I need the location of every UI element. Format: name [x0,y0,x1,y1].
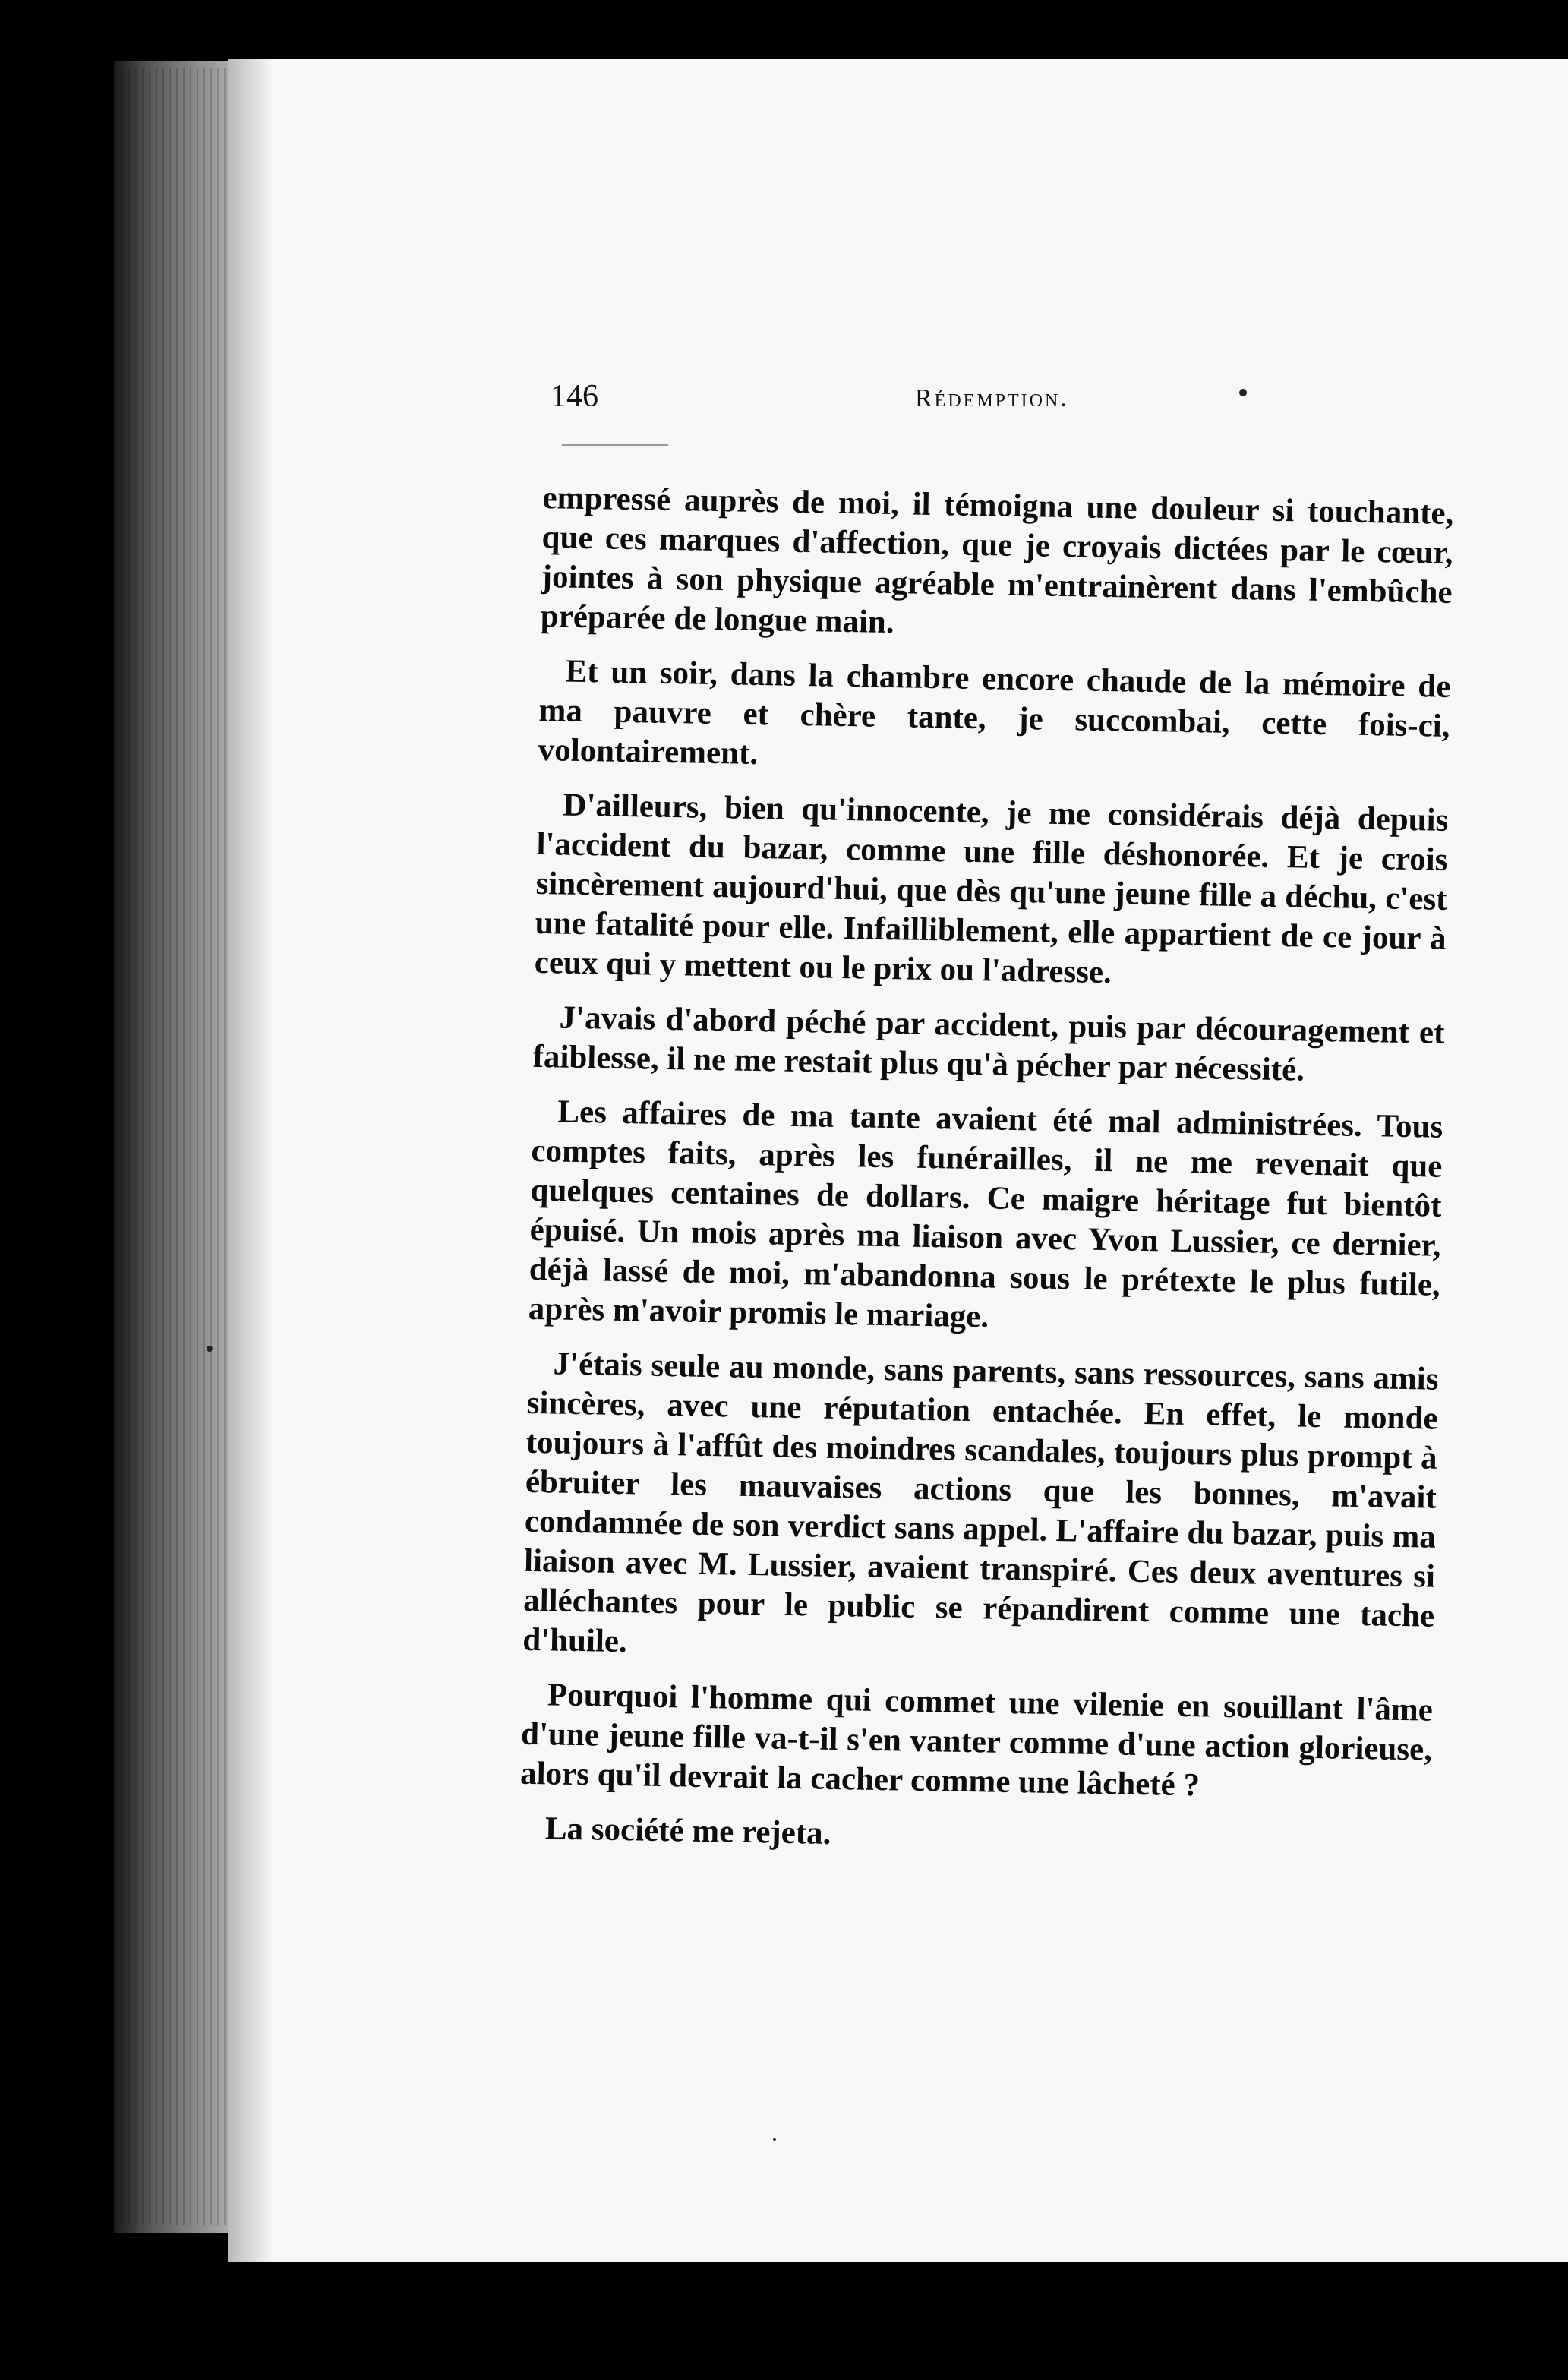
header-rule [562,444,668,446]
paragraph-2: Et un soir, dans la chambre encore chaude de la mémoire de ma pauvre et chère tante, je succombai, cette fois-ci, volontairement. [538,653,1451,772]
paragraph-7: Pourquoi l'homme qui commet une vilenie en souillant l'âme d'une jeune fille va-t-il s'en vanter comme d'une action glorieuse, alors qu'il devrait la cacher comme une lâcheté ? [519,1677,1434,1804]
ink-speck [773,2138,776,2141]
body-text [519,478,1454,1880]
page-header [551,378,1462,439]
page-gutter-shadow [228,59,273,2262]
paragraph-1: empressé auprès de moi, il témoigna une douleur si touchante, que ces marques d'affection, que je croyais dictées par le cœur, jointes à son physique agréable m'entrainèrent dans l'embûche préparée de longue main. [540,479,1454,641]
paragraph-8: La société me rejeta. [544,1810,831,1851]
running-title: Rédemption. [915,384,1069,412]
ink-speck [1239,389,1247,396]
page-number: 146 [551,379,598,414]
paragraph-4: J'avais d'abord péché par accident, puis par découragement et faiblesse, il ne me restait plus qu'à pécher par nécessité. [532,999,1445,1088]
paragraph-5: Les affaires de ma tante avaient été mal administrées. Tous comptes faits, après les funérailles, il ne me revenait que quelques centaines de dollars. Ce maigre héritage fut bientôt épuisé. Un mois après ma liaison avec Yvon Lussier, ce dernier, déjà lassé de moi, m'abandonna sous le prétexte le plus futile, après m'avoir promis le mariage. [528,1094,1443,1335]
paragraph-6: J'étais seule au monde, sans parents, sans ressources, sans amis sincères, avec une réputation entachée. En effet, le monde toujours à l'affût des moindres scandales, toujours plus prompt à ébruiter les mauvaises actions que les bonnes, m'avait condamnée de son verdict sans appel. L'affaire du bazar, puis ma liaison avec M. Lussier, avaient transpiré. Ces deux aventures si alléchantes pour le public se répandirent comme une tache d'huile. [522,1346,1439,1660]
paragraph-3: D'ailleurs, bien qu'innocente, je me considérais déjà depuis l'accident du bazar, comme une fille déshonorée. Et je crois sincèrement aujourd'hui, que dès qu'une jeune fille a déchu, c'est une fatalité pour elle. Infailliblement, elle appartient de ce jour à ceux qui y mettent ou le prix ou l'adresse. [534,787,1449,991]
ink-speck [207,1346,213,1352]
spine-texture [121,68,235,2225]
